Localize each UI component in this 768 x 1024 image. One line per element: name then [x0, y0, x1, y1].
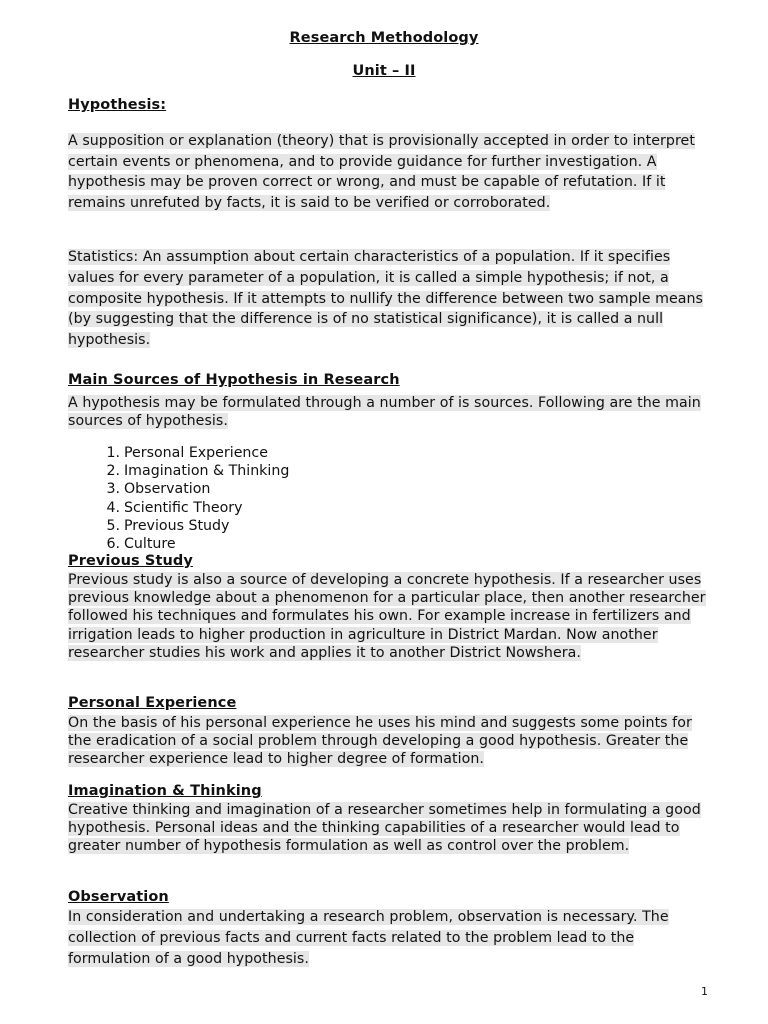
imagination-heading: Imagination & Thinking [68, 783, 262, 799]
list-item-text: Personal Experience [124, 445, 268, 461]
main-sources-heading: Main Sources of Hypothesis in Research [68, 372, 400, 388]
sources-list [106, 444, 290, 553]
previous-study-heading: Previous Study [68, 553, 193, 569]
statistics-paragraph [68, 247, 718, 351]
observation-heading: Observation [68, 889, 169, 905]
personal-experience-text: On the basis of his personal experience he uses his mind and suggests some points for the eradication of a social problem through developing a good hypothesis. Greater the researcher experience lead to higher degree of formation. [68, 715, 692, 768]
personal-experience-paragraph [68, 714, 718, 769]
page-number: 1 [701, 985, 708, 998]
list-item-text: Scientific Theory [124, 499, 243, 516]
list-item-text: Culture [124, 536, 176, 553]
hypothesis-definition-paragraph [68, 131, 718, 214]
list-item: 5. Previous Study [106, 517, 230, 534]
list-item: 3. Observation [106, 481, 211, 498]
unit-title: Unit – II [352, 63, 416, 79]
list-item: 2. Imagination & Thinking [106, 463, 290, 480]
sources-intro-paragraph [68, 394, 718, 430]
hypothesis-definition-text: A supposition or explanation (theory) that is provisionally accepted in order to interpret certain events or phenomena, and to provide guidance for further investigation. A hypothesis may be proven correct or wrong, and must be capable of refutation. If it remains unrefuted by facts, it is said to be verified or corroborated. [68, 133, 695, 212]
imagination-paragraph [68, 801, 718, 856]
personal-experience-heading: Personal Experience [68, 695, 237, 711]
list-item: 1. Personal Experience [106, 445, 268, 461]
list-item-text: Observation [124, 481, 211, 498]
sources-intro-text: A hypothesis may be formulated through a number of is sources. Following are the main sources of hypothesis. [68, 395, 701, 429]
previous-study-text: Previous study is also a source of developing a concrete hypothesis. If a researcher uses previous knowledge about a phenomenon for a particular place, then another researcher followed his techniques and formulates his own. For example increase in fertilizers and irrigation leads to higher production in agriculture in District Mardan. Now another researcher studies his work and applies it to another District Nowshera. [68, 572, 706, 661]
list-item-text: Previous Study [124, 517, 230, 534]
imagination-text: Creative thinking and imagination of a researcher sometimes help in formulating a good hypothesis. Personal ideas and the thinking capabilities of a researcher would lead to greater number of hypothesis formulation as well as control over the problem. [68, 802, 701, 855]
hypothesis-heading: Hypothesis: [68, 97, 167, 113]
observation-text: In consideration and undertaking a research problem, observation is necessary. The collection of previous facts and current facts related to the problem lead to the formulation of a good hypothesis. [68, 909, 669, 967]
statistics-text: Statistics: An assumption about certain characteristics of a population. If it specifies values for every parameter of a population, it is called a simple hypothesis; if not, a composite hypothesis. If it attempts to nullify the difference between two sample means (by suggesting that the difference is of no statistical significance), it is called a null hypothesis. [68, 249, 703, 349]
list-item-text: Imagination & Thinking [124, 463, 290, 480]
document-title: Research Methodology [289, 30, 479, 46]
observation-paragraph [68, 907, 718, 969]
list-item: 4. Scientific Theory [106, 499, 243, 516]
list-item: 6. Culture [106, 536, 176, 553]
previous-study-paragraph [68, 571, 718, 662]
